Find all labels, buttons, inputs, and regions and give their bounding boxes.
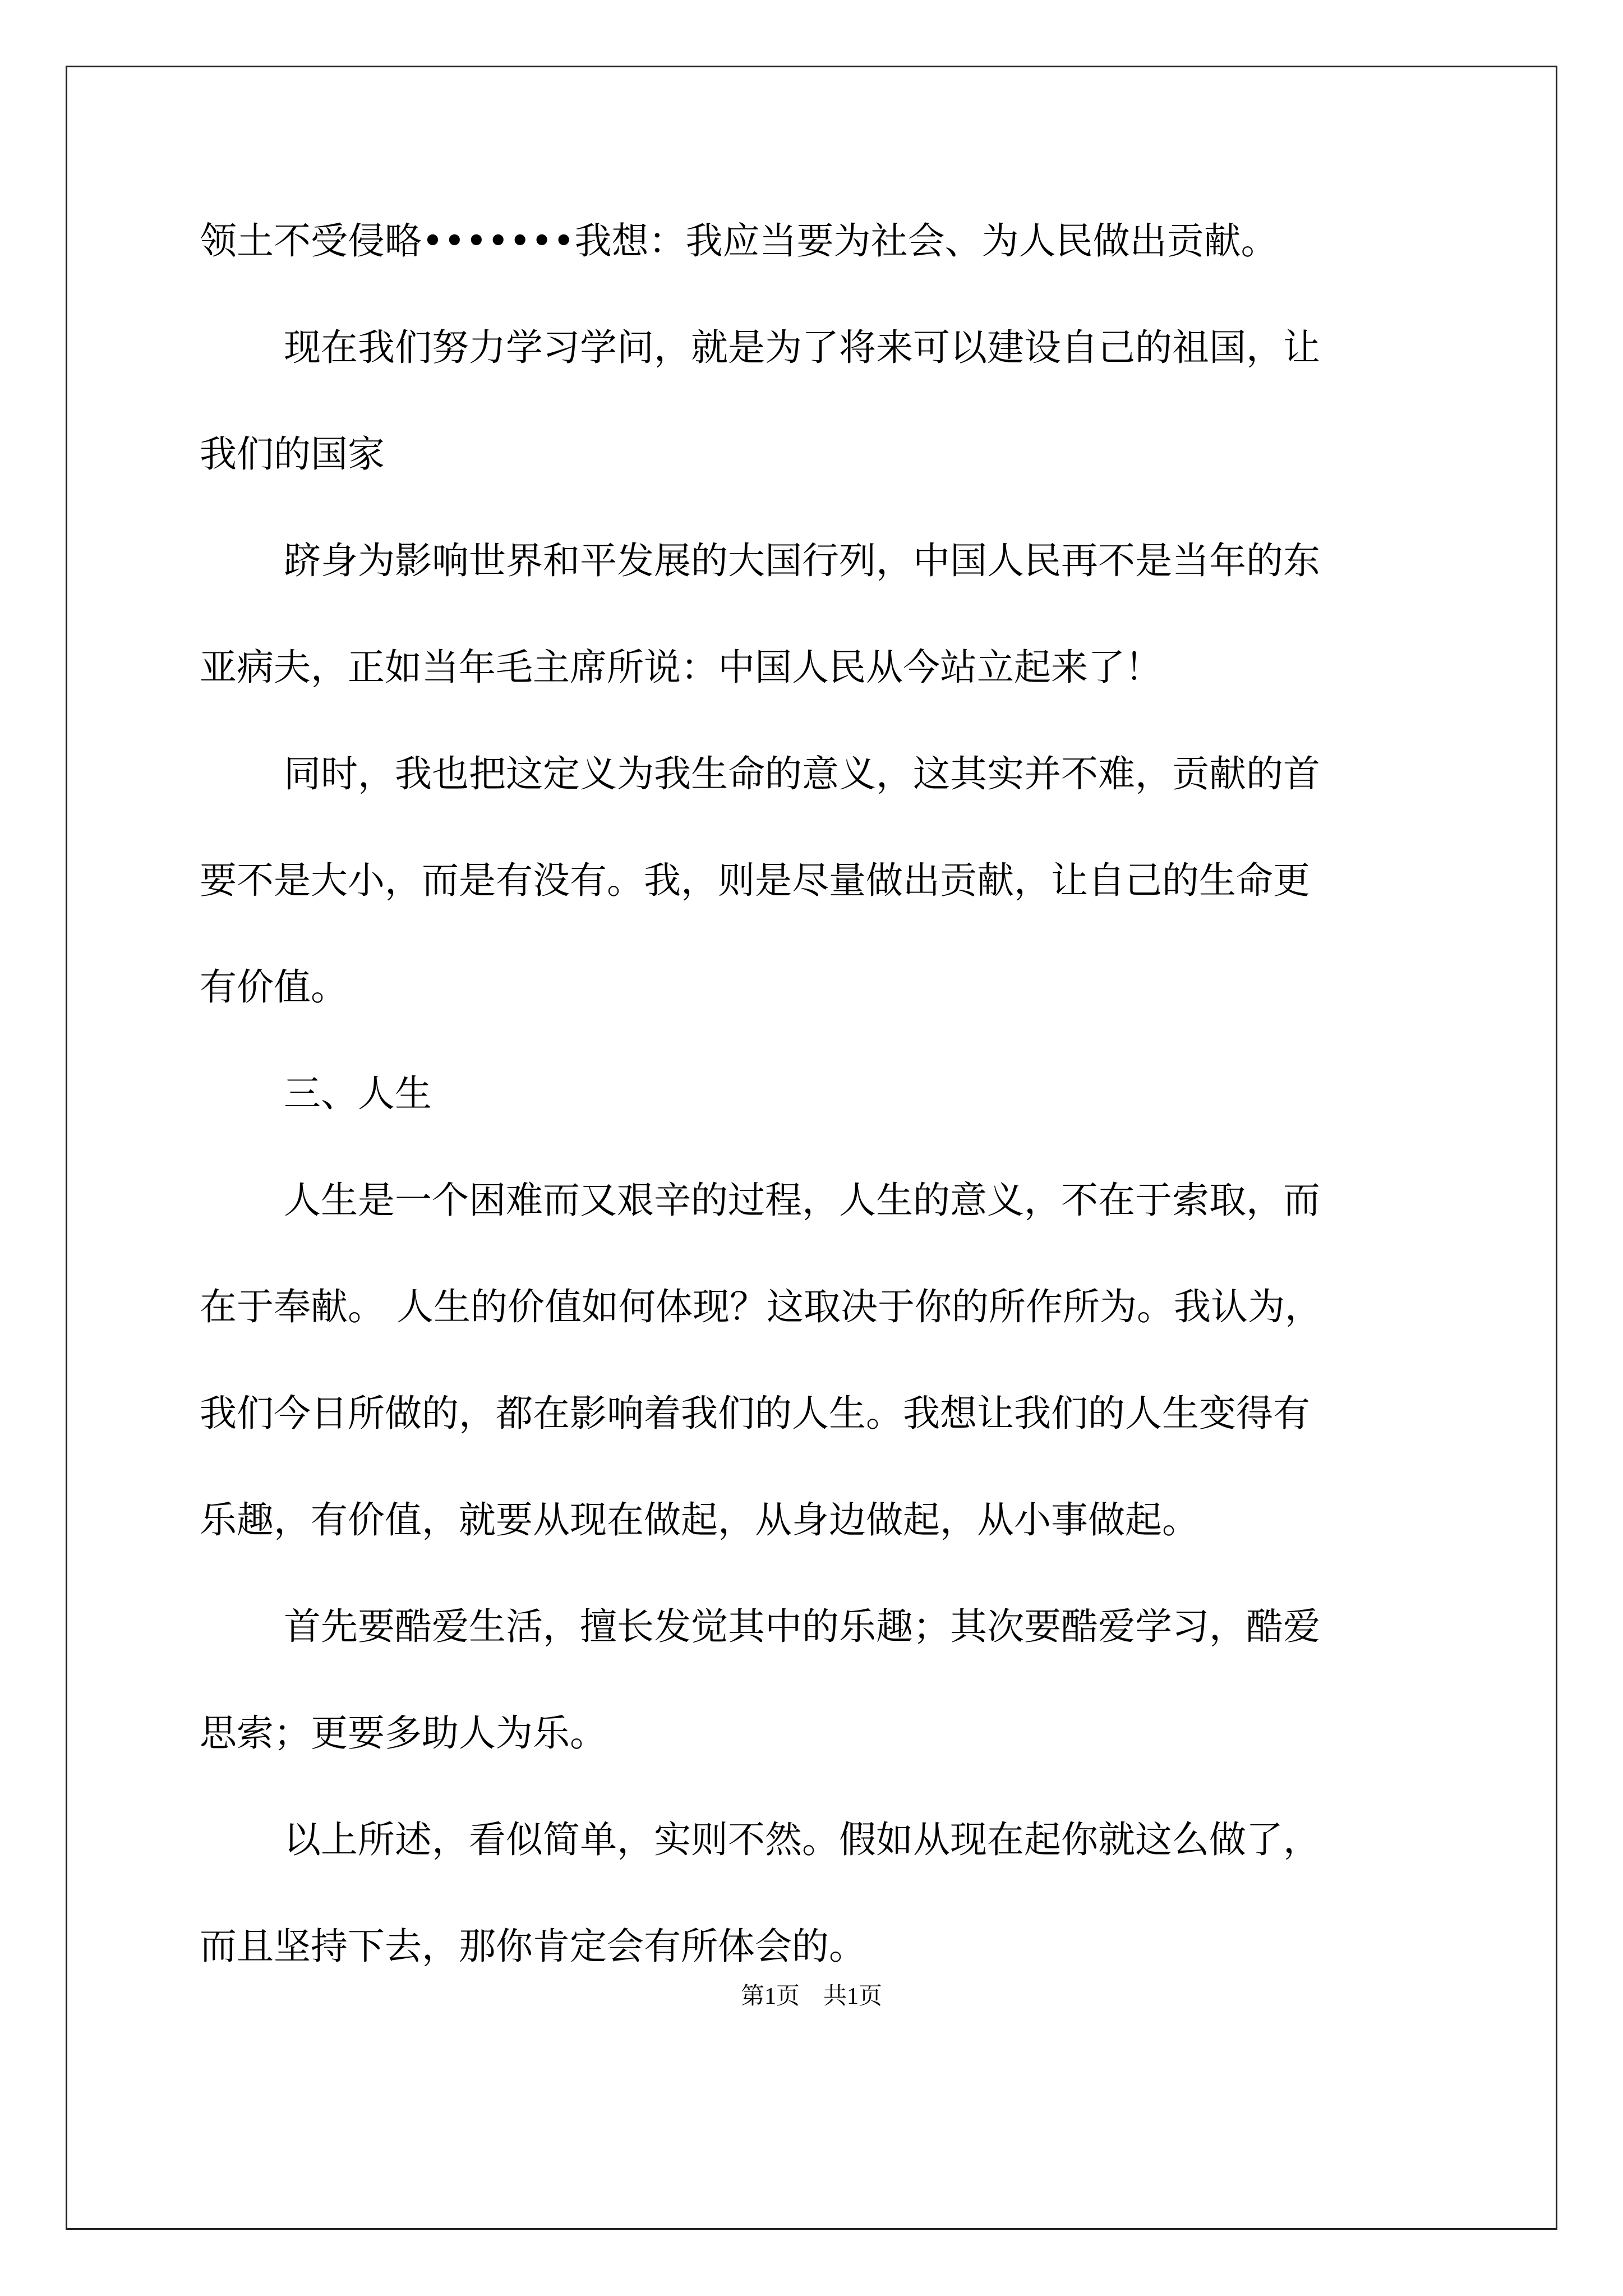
text-line: 跻身为影响世界和平发展的大国行列，中国人民再不是当年的东 xyxy=(284,539,1320,582)
text-line: 思索；更要多助人为乐。 xyxy=(200,1711,607,1755)
text-line: 人生是一个困难而又艰辛的过程，人生的意义，不在于索取，而 xyxy=(284,1179,1320,1222)
text-line: 以上所述，看似简单，实则不然。假如从现在起你就这么做了， xyxy=(284,1818,1320,1861)
text-line: 乐趣，有价值，就要从现在做起，从身边做起，从小事做起。 xyxy=(200,1498,1199,1542)
text-line: 我们的国家 xyxy=(200,432,385,476)
page-number-footer: 第1页 共1页 xyxy=(740,1984,882,2009)
text-line: 首先要酷爱生活，擅长发觉其中的乐趣；其次要酷爱学习，酷爱 xyxy=(284,1605,1320,1648)
text-line: 现在我们努力学习学问，就是为了将来可以建设自己的祖国，让 xyxy=(284,326,1320,369)
text-line: 同时，我也把这定义为我生命的意义，这其实并不难，贡献的首 xyxy=(284,752,1320,795)
text-line: 有价值。 xyxy=(200,965,348,1009)
text-line: 而且坚持下去，那你肯定会有所体会的。 xyxy=(200,1925,866,1968)
document-body xyxy=(200,219,1433,2031)
text-line: 要不是大小，而是有没有。我，则是尽量做出贡献，让自己的生命更 xyxy=(200,859,1310,902)
section-heading: 三、人生 xyxy=(284,1072,432,1115)
text-line: 领土不受侵略•••••••我想：我应当要为社会、为人民做出贡献。 xyxy=(200,219,1278,263)
text-line: 亚病夫，正如当年毛主席所说：中国人民从今站立起来了！ xyxy=(200,646,1162,689)
text-line: 在于奉献。 人生的价值如何体现？这取决于你的所作所为。我认为， xyxy=(200,1285,1322,1328)
text-line: 我们今日所做的，都在影响着我们的人生。我想让我们的人生变得有 xyxy=(200,1392,1310,1435)
